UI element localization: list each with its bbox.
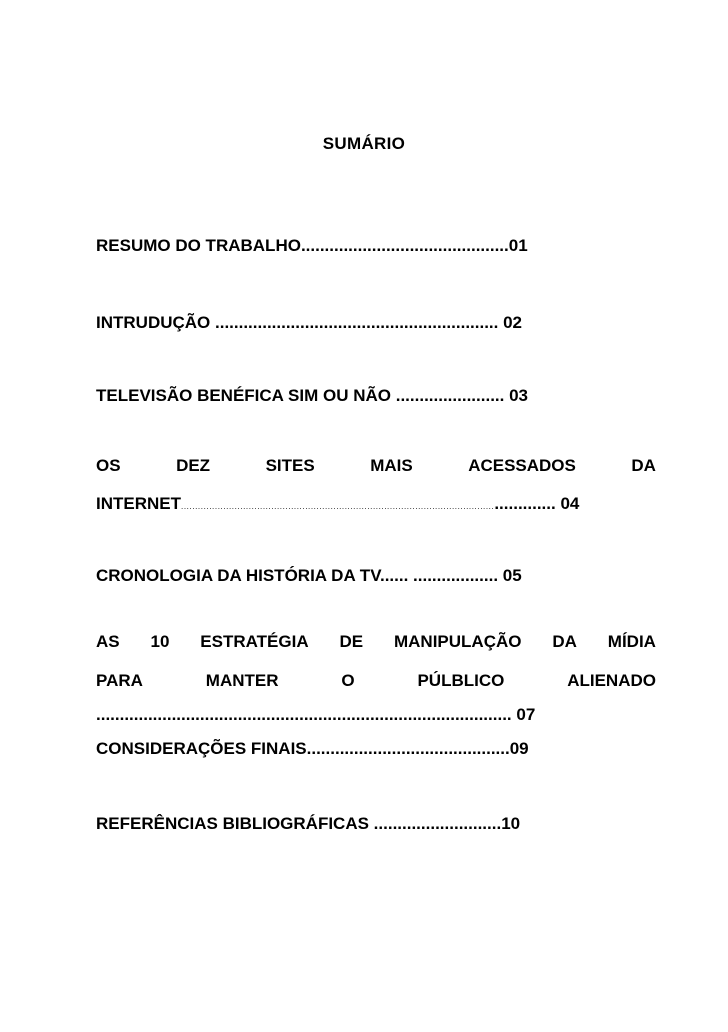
page-title: SUMÁRIO [322,134,406,153]
toc-word: MAIS [370,456,413,475]
toc-entry-dez-sites-line1 [96,456,656,476]
toc-word: PÚLBLICO [417,671,505,690]
toc-entry-estrategias-line2 [96,671,656,691]
toc-word: OS [96,456,121,475]
toc-word: DEZ [176,456,211,475]
toc-entry-dez-sites-line2 [96,494,579,517]
toc-entry-televisao-benefica: TELEVISÃO BENÉFICA SIM OU NÃO ....................... 03 [96,386,528,405]
toc-entry-estrategias-line3: ........................................................................................ 07 [96,705,536,724]
toc-word: MANIPULAÇÃO [393,632,522,651]
toc-entry-introducao: INTRUDUÇÃO ............................................................ 02 [96,313,523,332]
toc-word: 10 [150,632,170,651]
toc-word: SITES [265,456,315,475]
toc-word: DE [339,632,364,651]
toc-leader-dots: ............................................................................................................... [181,502,495,511]
toc-word: ACESSADOS [468,456,576,475]
toc-word: MÍDIA [607,632,656,651]
toc-word: DA [552,632,577,651]
toc-word: PARA [96,671,143,690]
toc-entry-referencias: REFERÊNCIAS BIBLIOGRÁFICAS ...........................10 [96,814,521,833]
toc-word: MANTER [205,671,279,690]
toc-entry-resumo: RESUMO DO TRABALHO............................................01 [96,236,528,255]
toc-entry-label: INTERNET [96,494,181,513]
toc-entry-consideracoes: CONSIDERAÇÕES FINAIS...........................................09 [96,739,529,758]
toc-entry-cronologia: CRONOLOGIA DA HISTÓRIA DA TV...... .................. 05 [96,566,522,585]
toc-word: AS [96,632,120,651]
toc-word: ESTRATÉGIA [200,632,309,651]
toc-word: DA [631,456,656,475]
toc-word: O [341,671,355,690]
toc-word: ALIENADO [567,671,656,690]
toc-entry-estrategias-line1 [96,632,656,652]
toc-page-number: ............. 04 [494,494,580,513]
